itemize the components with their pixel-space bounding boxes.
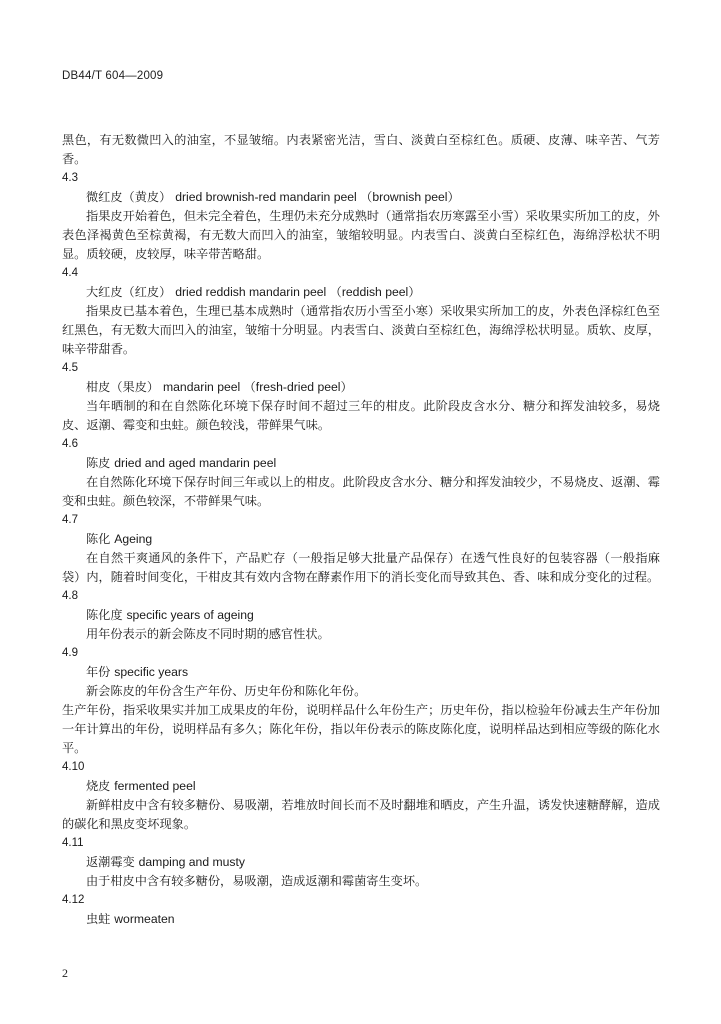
section-term bbox=[86, 188, 660, 207]
intro-paragraph: 黑色，有无数微凹入的油室，不显皱缩。内表紧密光洁，雪白、淡黄白至棕红色。质硬、皮薄、味辛苦、气芳香。 bbox=[62, 133, 660, 166]
section-number: 4.6 bbox=[62, 438, 78, 450]
term-zh: 年份 bbox=[86, 665, 111, 679]
section-term bbox=[86, 663, 660, 682]
standard-code: DB44/T 604—2009 bbox=[62, 70, 164, 82]
term-en: dried brownish-red mandarin peel （brownish peel） bbox=[175, 190, 460, 204]
term-en: specific years of ageing bbox=[126, 608, 254, 622]
section-body: 新会陈皮的年份含生产年份、历史年份和陈化年份。 bbox=[86, 684, 367, 698]
term-zh: 返潮霉变 bbox=[86, 855, 135, 869]
section-body: 指果皮开始着色，但未完全着色，生理仍未充分成熟时（通常指农历寒露至小雪）采收果实所加工的皮，外表色泽褐黄色至棕黄褐，有无数大而凹入的油室，皱缩较明显。内表雪白、淡黄白至棕红色，海绵浮松状不明显。质较硬，皮较厚，味辛带苦略甜。 bbox=[62, 209, 660, 261]
section-number: 4.7 bbox=[62, 514, 78, 526]
section-number: 4.12 bbox=[62, 894, 85, 906]
section-4-8 bbox=[62, 587, 660, 644]
section-term bbox=[86, 777, 660, 796]
section-term bbox=[86, 378, 660, 397]
term-en: Ageing bbox=[114, 532, 153, 546]
section-4-7 bbox=[62, 511, 660, 587]
term-en: wormeaten bbox=[114, 912, 175, 926]
section-term bbox=[86, 910, 660, 929]
section-body-continued: 生产年份，指采收果实并加工成果皮的年份，说明样品什么年份生产；历史年份，指以检验年份减去生产年份加一年计算出的年份，说明样品有多久；陈化年份，指以年份表示的陈皮陈化度，说明样品达到相应等级的陈化水平。 bbox=[62, 703, 660, 755]
term-zh: 柑皮（果皮） bbox=[86, 380, 160, 394]
section-body: 在自然干爽通风的条件下，产品贮存（一般指足够大批量产品保存）在透气性良好的包装容器（一般指麻袋）内，随着时间变化，干柑皮其有效内含物在酵素作用下的消长变化而导致其色、香、味和成分变化的过程。 bbox=[62, 551, 660, 584]
section-4-5 bbox=[62, 359, 660, 435]
term-en: specific years bbox=[114, 665, 189, 679]
section-term bbox=[86, 283, 660, 302]
section-term bbox=[86, 606, 660, 625]
section-4-3 bbox=[62, 169, 660, 264]
section-body: 当年晒制的和在自然陈化环境下保存时间不超过三年的柑皮。此阶段皮含水分、糖分和挥发油较多，易烧皮、返潮、霉变和虫蛀。颜色较浅，带鲜果气味。 bbox=[62, 399, 660, 432]
page-number: 2 bbox=[62, 966, 68, 980]
section-number: 4.8 bbox=[62, 590, 78, 602]
section-number: 4.9 bbox=[62, 647, 78, 659]
section-body: 由于柑皮中含有较多糖份，易吸潮，造成返潮和霉菌寄生变坏。 bbox=[86, 874, 428, 888]
term-zh: 陈化 bbox=[86, 532, 111, 546]
section-body: 新鲜柑皮中含有较多糖份、易吸潮，若堆放时间长而不及时翻堆和晒皮，产生升温，诱发快速糖酵解，造成的碳化和黑皮变坏现象。 bbox=[62, 798, 660, 831]
section-term bbox=[86, 454, 660, 473]
term-en: fermented peel bbox=[114, 779, 196, 793]
section-body: 指果皮已基本着色，生理已基本成熟时（通常指农历小雪至小寒）采收果实所加工的皮，外表色泽棕红色至红黑色，有无数大而凹入的油室，皱缩十分明显。内表雪白、淡黄白至棕红色，海绵浮松状明显。质软、皮厚，味辛带甜香。 bbox=[62, 304, 660, 356]
term-en: mandarin peel （fresh-dried peel） bbox=[163, 380, 353, 394]
section-number: 4.5 bbox=[62, 362, 78, 374]
term-zh: 陈皮 bbox=[86, 456, 111, 470]
term-zh: 虫蛀 bbox=[86, 912, 111, 926]
term-en: damping and musty bbox=[138, 855, 245, 869]
term-zh: 烧皮 bbox=[86, 779, 111, 793]
section-number: 4.10 bbox=[62, 761, 85, 773]
section-4-9 bbox=[62, 644, 660, 758]
section-4-10 bbox=[62, 758, 660, 834]
term-en: dried reddish mandarin peel （reddish peel） bbox=[175, 285, 421, 299]
term-zh: 微红皮（黄皮） bbox=[86, 190, 172, 204]
section-number: 4.11 bbox=[62, 837, 84, 849]
term-zh: 陈化度 bbox=[86, 608, 123, 622]
section-body: 用年份表示的新会陈皮不同时期的感官性状。 bbox=[86, 627, 330, 641]
document-body bbox=[62, 131, 660, 929]
section-4-4 bbox=[62, 264, 660, 359]
section-number: 4.3 bbox=[62, 172, 78, 184]
section-number: 4.4 bbox=[62, 267, 78, 279]
section-term bbox=[86, 530, 660, 549]
section-4-12 bbox=[62, 891, 660, 929]
term-zh: 大红皮（红皮） bbox=[86, 285, 172, 299]
section-4-11 bbox=[62, 834, 660, 891]
section-term bbox=[86, 853, 660, 872]
section-body: 在自然陈化环境下保存时间三年或以上的柑皮。此阶段皮含水分、糖分和挥发油较少，不易烧皮、返潮、霉变和虫蛀。颜色较深，不带鲜果气味。 bbox=[62, 475, 660, 508]
section-4-6 bbox=[62, 435, 660, 511]
term-en: dried and aged mandarin peel bbox=[114, 456, 277, 470]
